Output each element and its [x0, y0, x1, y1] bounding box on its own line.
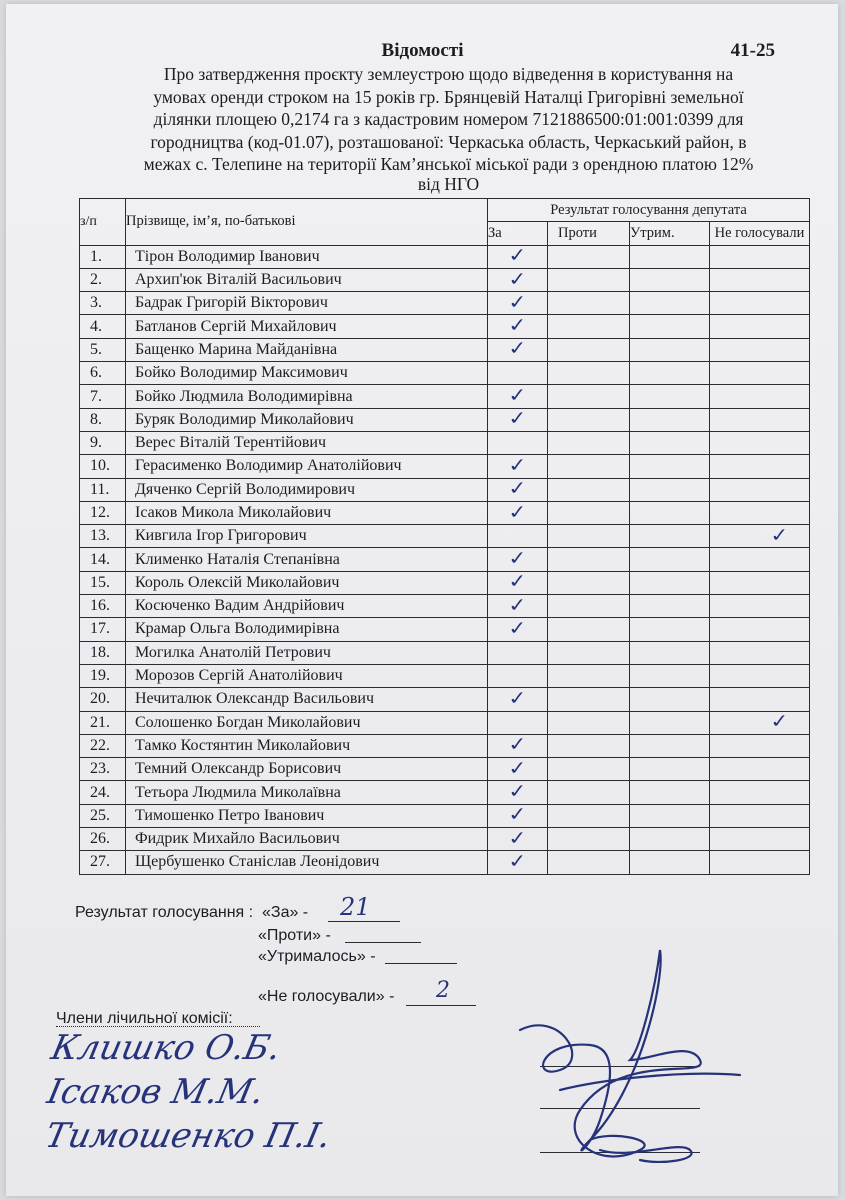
deputy-name: Дяченко Сергій Володимирович	[126, 478, 488, 501]
check-mark-icon: ✓	[506, 756, 528, 780]
check-mark-icon: ✓	[506, 547, 528, 571]
results-against-label: «Проти» -	[258, 927, 331, 944]
check-mark-icon: ✓	[506, 850, 528, 873]
row-number: 5.	[80, 338, 126, 361]
deputy-name: Солошенко Богдан Миколайович	[126, 711, 488, 734]
deputy-name: Король Олексій Миколайович	[126, 571, 488, 594]
deputy-name: Темний Олександр Борисович	[126, 758, 488, 781]
check-mark-icon: ✓	[506, 593, 528, 617]
check-mark-icon: ✓	[506, 267, 528, 291]
check-mark-icon: ✓	[768, 523, 790, 547]
deputy-name: Кивгила Ігор Григорович	[126, 525, 488, 548]
deputy-name: Бойко Людмила Володимирівна	[126, 385, 488, 408]
subject-line: ділянки площею 0,2174 га з кадастровим номером 7121886500:01:001:0399 для	[153, 109, 744, 129]
check-mark-icon: ✓	[506, 337, 528, 361]
deputy-name: Герасименко Володимир Анатолійович	[126, 455, 488, 478]
deputy-name: Буряк Володимир Миколайович	[126, 408, 488, 431]
deputy-name: Щербушенко Станіслав Леонідович	[126, 851, 488, 874]
subject-line: городництва (код-01.07), розташованої: Черкаська область, Черкаський район, в	[150, 131, 747, 152]
row-number: 14.	[80, 548, 126, 571]
row-number: 15.	[80, 571, 126, 594]
row-number: 23.	[80, 758, 126, 781]
check-mark-icon: ✓	[506, 686, 528, 710]
column-header-abstain: Утрим.	[630, 222, 710, 245]
deputy-name: Бойко Володимир Максимович	[126, 362, 488, 385]
results-abstain-label: «Утрималось» -	[258, 948, 376, 965]
row-number: 8.	[80, 408, 126, 431]
subject-line: Про затвердження проєкту землеустрою щодо відведення в користування на	[163, 64, 734, 84]
column-header-name: Прізвище, ім’я, по-батькові	[126, 199, 488, 246]
deputy-name: Ісаков Микола Миколайович	[126, 501, 488, 524]
check-mark-icon: ✓	[506, 733, 528, 757]
row-number: 12.	[80, 501, 126, 524]
row-number: 4.	[80, 315, 126, 338]
deputy-name: Тетьора Людмила Миколаївна	[126, 781, 488, 804]
commission-label: Члени лічильної комісії:	[56, 1010, 233, 1027]
subject-line: умовах оренди строком на 15 років гр. Брянцевій Наталці Григорівні земельної	[153, 86, 744, 107]
row-number: 22.	[80, 734, 126, 757]
results-for-value: 21	[340, 893, 371, 921]
deputy-name: Морозов Сергій Анатолійович	[126, 664, 488, 687]
row-number: 21.	[80, 711, 126, 734]
check-mark-icon: ✓	[768, 710, 790, 734]
results-for-label: «За» -	[262, 904, 309, 921]
row-number: 16.	[80, 595, 126, 618]
row-number: 13.	[80, 525, 126, 548]
deputy-name: Архип'юк Віталій Васильович	[126, 268, 488, 291]
deputy-name: Верес Віталій Терентійович	[126, 431, 488, 454]
row-number: 7.	[80, 385, 126, 408]
check-mark-icon: ✓	[506, 290, 528, 314]
check-mark-icon: ✓	[506, 570, 528, 594]
check-mark-icon: ✓	[506, 780, 528, 803]
check-mark-icon: ✓	[506, 314, 528, 338]
commission-member-signature: Ісаков М.М.	[43, 1072, 268, 1112]
row-number: 25.	[80, 804, 126, 827]
deputy-name: Крамар Ольга Володимирівна	[126, 618, 488, 641]
deputy-name: Бадрак Григорій Вікторович	[126, 292, 488, 315]
column-header-number: з/п	[80, 199, 126, 246]
deputy-name: Косюченко Вадим Андрійович	[126, 595, 488, 618]
row-number: 24.	[80, 781, 126, 804]
check-mark-icon: ✓	[506, 453, 528, 477]
deputy-name: Батланов Сергій Михайлович	[126, 315, 488, 338]
check-mark-icon: ✓	[506, 244, 528, 268]
document-title: Відомості	[381, 40, 464, 61]
row-number: 18.	[80, 641, 126, 664]
row-number: 9.	[80, 431, 126, 454]
column-header-against: Проти	[548, 222, 630, 245]
row-number: 3.	[80, 292, 126, 315]
commission-member-signature: Тимошенко П.І.	[41, 1116, 335, 1156]
row-number: 20.	[80, 688, 126, 711]
subject-line: від НГО	[417, 173, 480, 194]
results-not-voted-value: 2	[436, 978, 450, 1003]
results-label: Результат голосування :	[75, 904, 254, 921]
results-not-voted-label: «Не голосували» -	[258, 988, 395, 1005]
row-number: 6.	[80, 362, 126, 385]
commission-member-signature: Клишко О.Б.	[47, 1028, 285, 1068]
check-mark-icon: ✓	[506, 617, 528, 640]
check-mark-icon: ✓	[506, 384, 528, 407]
deputy-name: Тимошенко Петро Іванович	[126, 804, 488, 827]
subject-line: межах с. Телепине на території Кам’янської міської ради з орендною платою 12%	[143, 154, 754, 174]
row-number: 17.	[80, 618, 126, 641]
row-number: 27.	[80, 851, 126, 874]
row-number: 2.	[80, 268, 126, 291]
deputy-name: Фидрик Михайло Васильович	[126, 828, 488, 851]
column-header-vote-result: Результат голосування депутата	[488, 199, 810, 222]
deputy-name: Тамко Костянтин Миколайович	[126, 734, 488, 757]
check-mark-icon: ✓	[506, 407, 528, 431]
row-number: 19.	[80, 664, 126, 687]
row-number: 1.	[80, 245, 126, 268]
check-mark-icon: ✓	[506, 803, 528, 827]
column-header-not-voted: Не голосували	[710, 222, 810, 245]
check-mark-icon: ✓	[506, 500, 528, 524]
row-number: 26.	[80, 828, 126, 851]
check-mark-icon: ✓	[506, 477, 528, 501]
deputy-name: Тірон Володимир Іванович	[126, 245, 488, 268]
document-number: 41-25	[730, 40, 775, 61]
check-mark-icon: ✓	[506, 826, 528, 850]
deputy-name: Могилка Анатолій Петрович	[126, 641, 488, 664]
row-number: 10.	[80, 455, 126, 478]
deputy-name: Клименко Наталія Степанівна	[126, 548, 488, 571]
column-header-for: За	[488, 222, 548, 245]
deputy-name: Нечиталюк Олександр Васильович	[126, 688, 488, 711]
row-number: 11.	[80, 478, 126, 501]
deputy-name: Бащенко Марина Майданівна	[126, 338, 488, 361]
